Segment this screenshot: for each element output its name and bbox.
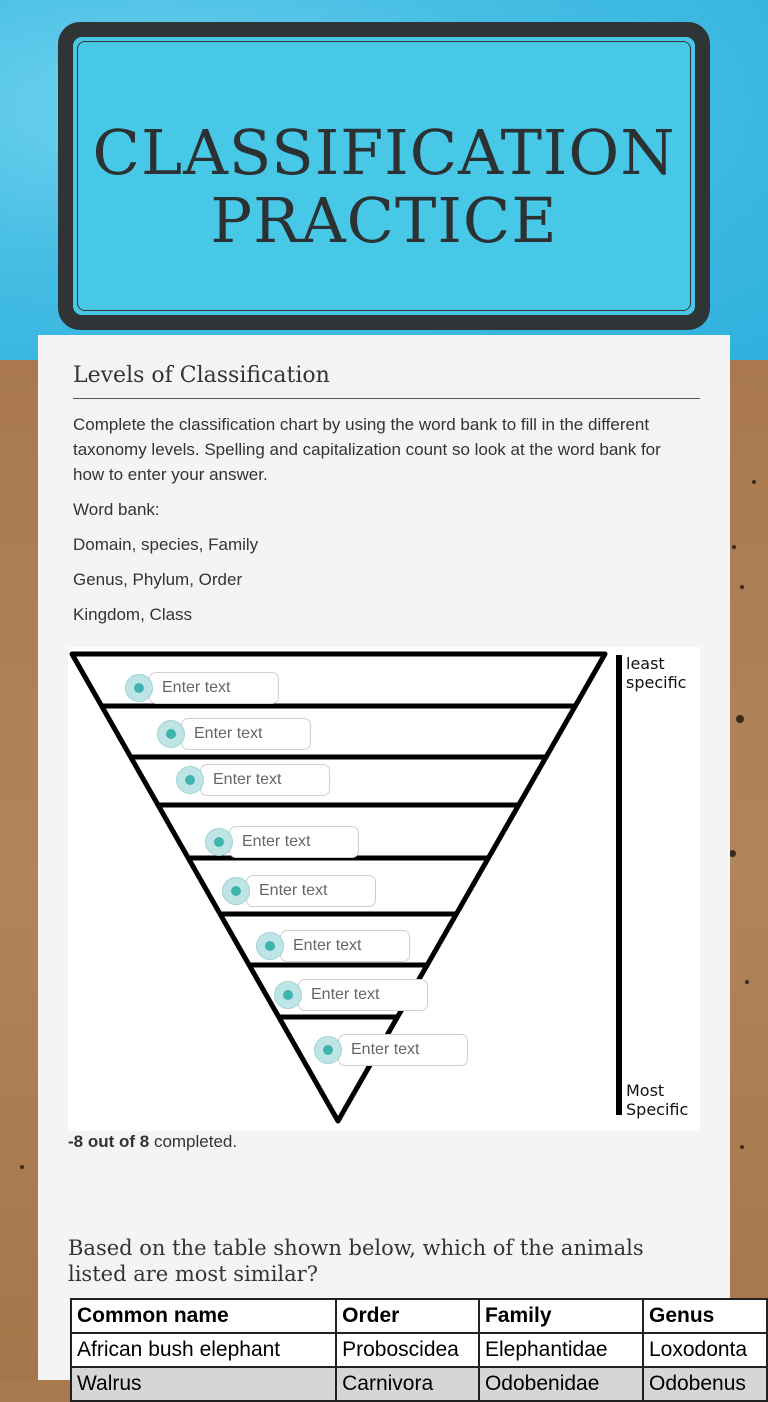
table-cell: Proboscidea [336,1333,479,1367]
table-cell: African bush elephant [71,1333,336,1367]
table-row [71,1367,767,1401]
progress-suffix: completed. [149,1132,238,1151]
table-cell: Odobenus [643,1367,767,1401]
hotspot-icon [274,981,302,1009]
table-header: Genus [643,1299,767,1333]
table-cell: Loxodonta [643,1333,767,1367]
title-card-inner [72,36,696,316]
table-cell: Walrus [71,1367,336,1401]
taxonomy-field-4 [205,826,359,858]
instructions-text: Complete the classification chart by using the word bank to fill in the different taxonomy levels. Spelling and capitalization count so look at the word bank for how to enter your answer. [73,415,661,484]
taxonomy-input-6[interactable] [280,930,410,962]
table-header: Family [479,1299,643,1333]
worksheet-panel [38,335,730,1380]
table-header-row [71,1299,767,1333]
table-row [71,1333,767,1367]
page-title: CLASSIFICATION PRACTICE [92,116,676,257]
hotspot-icon [176,766,204,794]
taxonomy-input-4[interactable] [229,826,359,858]
progress-text [68,1132,237,1152]
taxonomy-input-5[interactable] [246,875,376,907]
taxonomy-field-1 [125,672,279,704]
word-bank-line: Genus, Phylum, Order [73,570,243,589]
title-card [58,22,710,330]
taxonomy-input-3[interactable] [200,764,330,796]
taxonomy-input-2[interactable] [181,718,311,750]
progress-count: -8 out of 8 [68,1132,150,1151]
taxonomy-field-2 [157,718,311,750]
word-bank-line: Domain, species, Family [73,535,259,554]
table-header: Order [336,1299,479,1333]
hotspot-icon [256,932,284,960]
taxonomy-field-3 [176,764,330,796]
taxonomy-input-7[interactable] [298,979,428,1011]
taxonomy-field-6 [256,930,410,962]
scale-top-label: least specific [626,654,687,692]
table-cell: Carnivora [336,1367,479,1401]
section-heading: Levels of Classification [73,363,700,399]
question-text: Based on the table shown below, which of the animals listed are most similar? [68,1236,644,1286]
hotspot-icon [314,1036,342,1064]
table-cell: Elephantidae [479,1333,643,1367]
classification-pyramid [68,647,700,1131]
hotspot-icon [157,720,185,748]
taxonomy-field-7 [274,979,428,1011]
hotspot-icon [222,877,250,905]
word-bank-line: Kingdom, Class [73,605,193,624]
table-header: Common name [71,1299,336,1333]
taxonomy-field-5 [222,875,376,907]
table-cell: Odobenidae [479,1367,643,1401]
taxonomy-table [70,1298,768,1395]
hotspot-icon [205,828,233,856]
word-bank-label: Word bank: [73,500,160,519]
taxonomy-field-8 [314,1034,468,1066]
taxonomy-input-8[interactable] [338,1034,468,1066]
scale-bottom-label: Most Specific [626,1081,689,1119]
taxonomy-input-1[interactable] [149,672,279,704]
hotspot-icon [125,674,153,702]
